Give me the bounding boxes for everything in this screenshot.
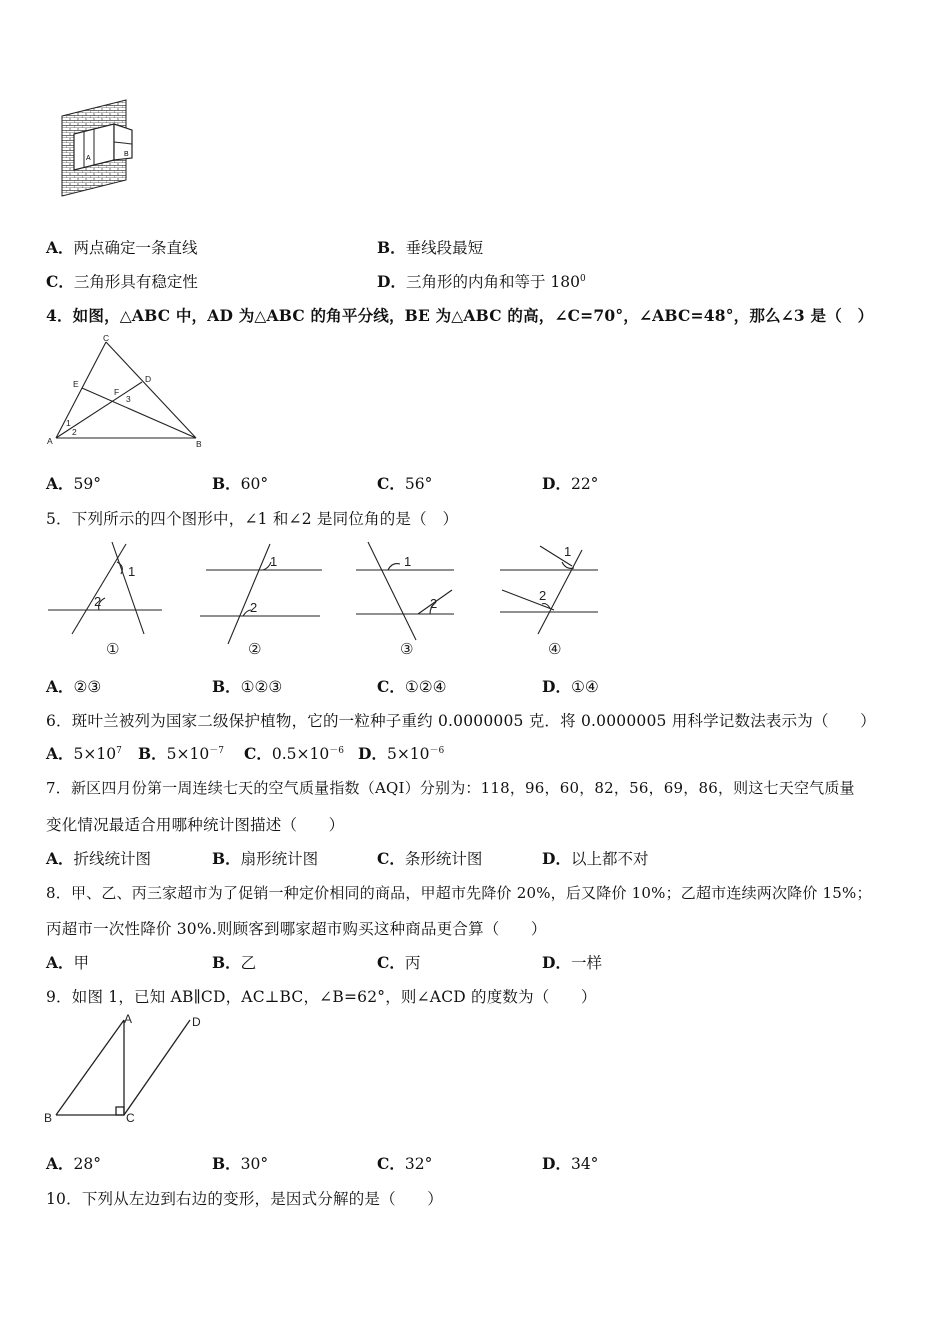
option-text: ①②④ bbox=[404, 678, 447, 696]
option-letter: B． bbox=[212, 677, 241, 696]
option-letter: B． bbox=[212, 474, 241, 493]
q9-label-d: D bbox=[192, 1015, 201, 1029]
q4-stem: 4．如图，△ABC 中，AD 为△ABC 的角平分线，BE 为△ABC 的高，∠C=70°，∠ABC=48°，那么∠3 是（ ） bbox=[46, 306, 874, 325]
q9-parallel-figure bbox=[42, 1012, 210, 1124]
q8-stem-line2: 丙超市一次性降价 30%.则顾客到哪家超市购买这种商品更合算（ ） bbox=[46, 920, 547, 938]
option-exponent: －6 bbox=[429, 745, 445, 756]
option-letter: B． bbox=[212, 849, 241, 868]
q5-fig2-angle2: 2 bbox=[250, 600, 258, 615]
q5-option-b[interactable] bbox=[212, 675, 282, 697]
q5-fig-label-4: ④ bbox=[548, 641, 562, 658]
option-text: 28° bbox=[73, 1155, 102, 1173]
q7-stem-line1: 7．新区四月份第一周连续七天的空气质量指数（AQI）分别为：118，96，60，82，56，69，86，则这七天空气质量 bbox=[46, 779, 855, 797]
option-letter: B． bbox=[212, 1154, 241, 1173]
q4-label-d: D bbox=[145, 374, 152, 384]
q9-option-c[interactable] bbox=[377, 1152, 432, 1174]
option-text: 34° bbox=[570, 1155, 599, 1173]
q5-fig-label-2: ② bbox=[248, 641, 262, 658]
q7-option-b[interactable] bbox=[212, 847, 318, 869]
option-text: 乙 bbox=[240, 954, 257, 972]
q5-fig3-angle2: 2 bbox=[430, 596, 438, 611]
q6-option-c[interactable] bbox=[244, 742, 344, 764]
q4-label-a: A bbox=[47, 436, 53, 446]
option-text: 以上都不对 bbox=[570, 850, 649, 868]
q4-option-c[interactable] bbox=[377, 472, 432, 494]
option-letter: D． bbox=[542, 1154, 571, 1173]
q4-label-3: 3 bbox=[126, 394, 131, 404]
option-letter: C． bbox=[377, 849, 405, 868]
option-text: 5×10 bbox=[166, 745, 210, 763]
option-letter: D． bbox=[542, 677, 571, 696]
q6-option-a[interactable] bbox=[46, 742, 122, 764]
option-text: ②③ bbox=[73, 678, 102, 696]
option-letter: B． bbox=[377, 238, 406, 257]
option-text: 60° bbox=[240, 475, 269, 493]
q4-label-1: 1 bbox=[66, 418, 71, 428]
option-text: 32° bbox=[404, 1155, 433, 1173]
q4-option-b[interactable] bbox=[212, 472, 268, 494]
q5-fig4-angle2: 2 bbox=[539, 588, 547, 603]
q3-option-b[interactable] bbox=[377, 236, 483, 258]
option-letter: C． bbox=[377, 474, 405, 493]
option-exponent: －7 bbox=[209, 745, 224, 756]
window-label-b: B bbox=[124, 151, 129, 158]
option-letter: B． bbox=[138, 744, 167, 763]
q9-stem: 9．如图 1，已知 AB∥CD，AC⊥BC，∠B=62°，则∠ACD 的度数为（ ） bbox=[46, 988, 597, 1006]
q5-fig2-angle1: 1 bbox=[270, 554, 278, 569]
option-text: 条形统计图 bbox=[404, 850, 483, 868]
option-letter: A． bbox=[46, 849, 74, 868]
q4-label-e: E bbox=[73, 379, 79, 389]
option-letter: C． bbox=[377, 1154, 405, 1173]
option-text: ①④ bbox=[570, 678, 599, 696]
q7-option-a[interactable] bbox=[46, 847, 151, 869]
option-letter: D． bbox=[542, 849, 571, 868]
option-letter: D． bbox=[358, 744, 387, 763]
q6-option-b[interactable] bbox=[138, 742, 224, 764]
q9-label-c: C bbox=[126, 1111, 135, 1124]
option-letter: D． bbox=[542, 474, 571, 493]
window-label-a: A bbox=[86, 155, 91, 162]
option-exponent: 7 bbox=[116, 745, 122, 756]
q6-option-d[interactable] bbox=[358, 742, 444, 764]
q9-label-a: A bbox=[124, 1012, 133, 1026]
option-text: 甲 bbox=[73, 954, 90, 972]
option-text: 两点确定一条直线 bbox=[73, 239, 198, 257]
q5-fig1-angle2: 2 bbox=[94, 594, 102, 609]
q8-option-b[interactable] bbox=[212, 951, 256, 973]
q5-fig1-angle1: 1 bbox=[128, 564, 136, 579]
option-letter: C． bbox=[377, 677, 405, 696]
option-letter: D． bbox=[377, 272, 406, 291]
option-text: 30° bbox=[240, 1155, 269, 1173]
option-text: 扇形统计图 bbox=[240, 850, 319, 868]
q9-label-b: B bbox=[44, 1111, 53, 1124]
option-text: 三角形具有稳定性 bbox=[73, 273, 198, 291]
q8-option-c[interactable] bbox=[377, 951, 420, 973]
option-text: 59° bbox=[73, 475, 102, 493]
option-letter: C． bbox=[244, 744, 272, 763]
q4-label-2: 2 bbox=[72, 427, 77, 437]
option-text: 垂线段最短 bbox=[405, 239, 484, 257]
q5-fig-label-3: ③ bbox=[400, 641, 414, 658]
q8-stem-line1: 8．甲、乙、丙三家超市为了促销一种定价相同的商品，甲超市先降价 20%，后又降价 10%；乙超市连续两次降价 15%； bbox=[46, 884, 872, 902]
q4-label-b: B bbox=[196, 439, 202, 449]
option-text: 折线统计图 bbox=[73, 850, 152, 868]
q6-stem: 6．斑叶兰被列为国家二级保护植物，它的一粒种子重约 0.0000005 克．将 0.0000005 用科学记数法表示为（ ） bbox=[46, 712, 876, 730]
q4-label-f: F bbox=[114, 387, 120, 397]
q8-option-a[interactable] bbox=[46, 951, 89, 973]
option-letter: A． bbox=[46, 744, 74, 763]
q5-figures bbox=[44, 536, 604, 660]
q7-stem-line2: 变化情况最适合用哪种统计图描述（ ） bbox=[46, 816, 345, 834]
option-letter: B． bbox=[212, 953, 241, 972]
q3-option-d[interactable] bbox=[377, 270, 586, 292]
option-letter: A． bbox=[46, 238, 74, 257]
q4-option-d[interactable] bbox=[542, 472, 598, 494]
option-exponent: －6 bbox=[329, 745, 344, 756]
q5-fig3-angle1: 1 bbox=[404, 554, 412, 569]
option-letter: A． bbox=[46, 953, 74, 972]
q3-option-a[interactable] bbox=[46, 236, 198, 258]
q5-option-d[interactable] bbox=[542, 675, 599, 697]
option-letter: A． bbox=[46, 1154, 74, 1173]
q4-triangle-figure bbox=[44, 334, 210, 452]
q9-option-b[interactable] bbox=[212, 1152, 268, 1174]
q7-option-c[interactable] bbox=[377, 847, 482, 869]
option-text: 一样 bbox=[570, 954, 602, 972]
q5-fig4-angle1: 1 bbox=[564, 544, 572, 559]
option-text: 三角形的内角和等于 180 bbox=[405, 273, 580, 291]
q7-option-d[interactable] bbox=[542, 847, 648, 869]
option-letter: C． bbox=[46, 272, 74, 291]
option-superscript: 0 bbox=[579, 273, 586, 284]
q5-option-a[interactable] bbox=[46, 675, 101, 697]
q5-option-c[interactable] bbox=[377, 675, 447, 697]
option-text: ①②③ bbox=[240, 678, 283, 696]
option-text: 5×10 bbox=[386, 745, 430, 763]
option-text: 0.5×10 bbox=[271, 745, 330, 763]
option-letter: A． bbox=[46, 677, 74, 696]
q3-option-c[interactable] bbox=[46, 270, 198, 292]
q4-option-a[interactable] bbox=[46, 472, 101, 494]
option-letter: C． bbox=[377, 953, 405, 972]
option-letter: D． bbox=[542, 953, 571, 972]
q8-option-d[interactable] bbox=[542, 951, 602, 973]
q9-option-a[interactable] bbox=[46, 1152, 101, 1174]
q4-label-c: C bbox=[103, 334, 110, 343]
option-text: 丙 bbox=[404, 954, 421, 972]
q10-stem: 10．下列从左边到右边的变形，是因式分解的是（ ） bbox=[46, 1190, 443, 1208]
option-text: 22° bbox=[570, 475, 599, 493]
option-text: 56° bbox=[404, 475, 433, 493]
q5-stem: 5．下列所示的四个图形中，∠1 和∠2 是同位角的是（ ） bbox=[46, 510, 459, 528]
option-text: 5×10 bbox=[73, 745, 117, 763]
q9-option-d[interactable] bbox=[542, 1152, 598, 1174]
q5-fig-label-1: ① bbox=[106, 641, 120, 658]
window-figure bbox=[58, 98, 140, 198]
option-letter: A． bbox=[46, 474, 74, 493]
